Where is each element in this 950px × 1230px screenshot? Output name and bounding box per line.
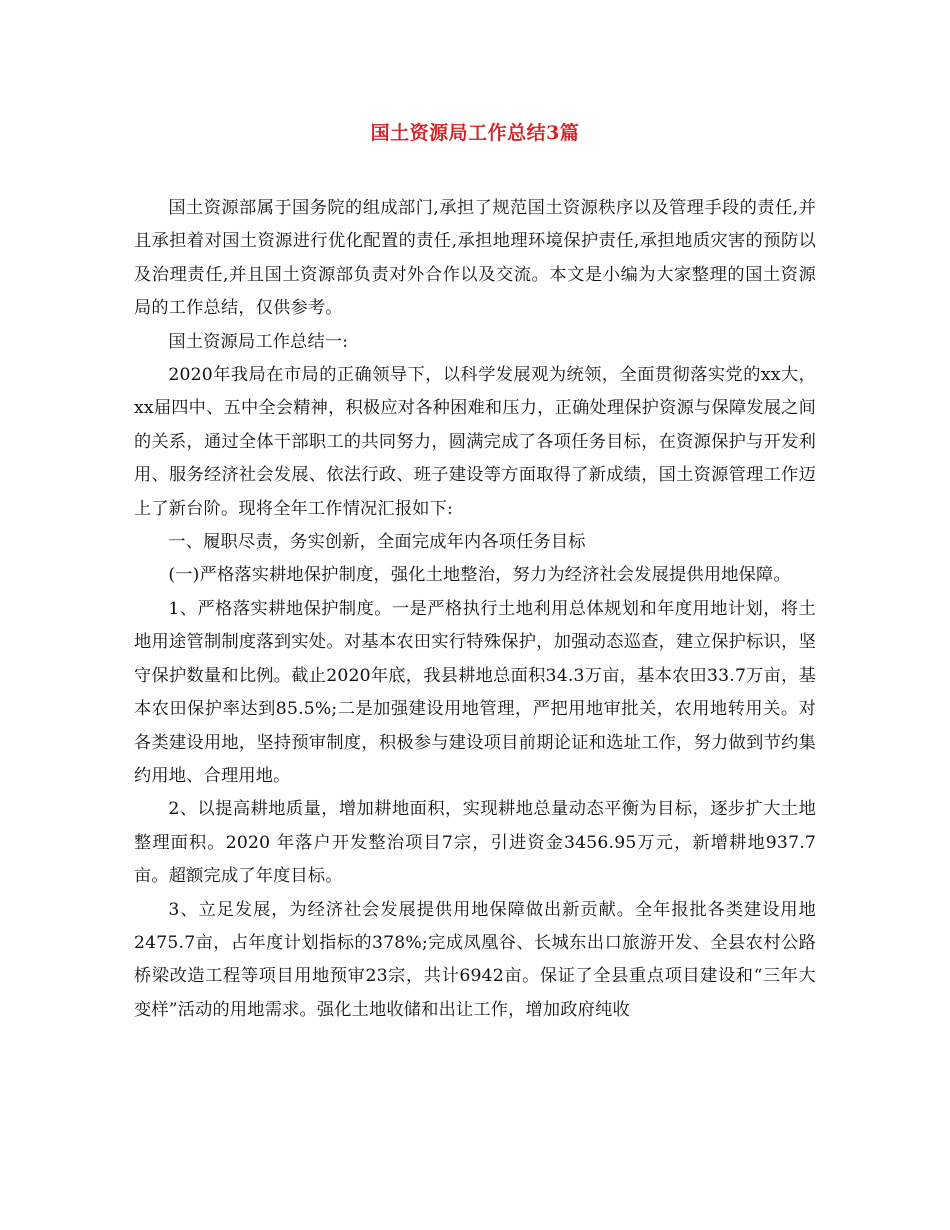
paragraph-intro: 国土资源部属于国务院的组成部门,承担了规范国土资源秩序以及管理手段的责任,并且承担着对国土资源进行优化配置的责任,承担地理环境保护责任,承担地质灾害的预防以及治理责任,并且国土资源部负责对外合作以及交流。本文是小编为大家整理的国土资源局的工作总结，仅供参考。 [134,198,816,319]
document-body [134,192,816,1027]
paragraph-overview: 2020年我局在市局的正确领导下，以科学发展观为统领，全面贯彻落实党的xx大，xx届四中、五中全会精神，积极应对各种困难和压力，正确处理保护资源与保障发展之间的关系，通过全体干部职工的共同努力，圆满完成了各项任务目标，在资源保护与开发利用、服务经济社会发展、依法行政、班子建设等方面取得了新成绩，国土资源管理工作迈上了新台阶。现将全年工作情况汇报如下: [134,365,816,519]
paragraph-item-3: 3、立足发展，为经济社会发展提供用地保障做出新贡献。全年报批各类建设用地2475.7亩，占年度计划指标的378%;完成凤凰谷、长城东出口旅游开发、全县农村公路桥梁改造工程等项目用地预审23宗，共计6942亩。保证了全县重点项目建设和“三年大变样”活动的用地需求。强化土地收储和出让工作，增加政府纯收 [134,899,816,1020]
paragraph-item-2: 2、以提高耕地质量，增加耕地面积，实现耕地总量动态平衡为目标，逐步扩大土地整理面积。2020 年落户开发整治项目7宗，引进资金3456.95万元，新增耕地937.7亩。超额完成了年度目标。 [134,799,816,887]
paragraph-item-1: 1、严格落实耕地保护制度。一是严格执行土地利用总体规划和年度用地计划，将土地用途管制制度落到实处。对基本农田实行特殊保护，加强动态巡查，建立保护标识，坚守保护数量和比例。截止2020年底，我县耕地总面积34.3万亩，基本农田33.7万亩，基本农田保护率达到85.5%;二是加强建设用地管理，严把用地审批关，农用地转用关。对各类建设用地，坚持预审制度，积极参与建设项目前期论证和选址工作，努力做到节约集约用地、合理用地。 [134,598,816,786]
document-title: 国土资源局工作总结3篇 [370,122,580,144]
paragraph-summary-one-heading: 国土资源局工作总结一: [168,331,349,352]
paragraph-section-one-heading: 一、履职尽责，务实创新，全面完成年内各项任务目标 [168,532,586,553]
paragraph-subsection-one-heading: (一)严格落实耕地保护制度，强化土地整治，努力为经济社会发展提供用地保障。 [168,565,791,586]
